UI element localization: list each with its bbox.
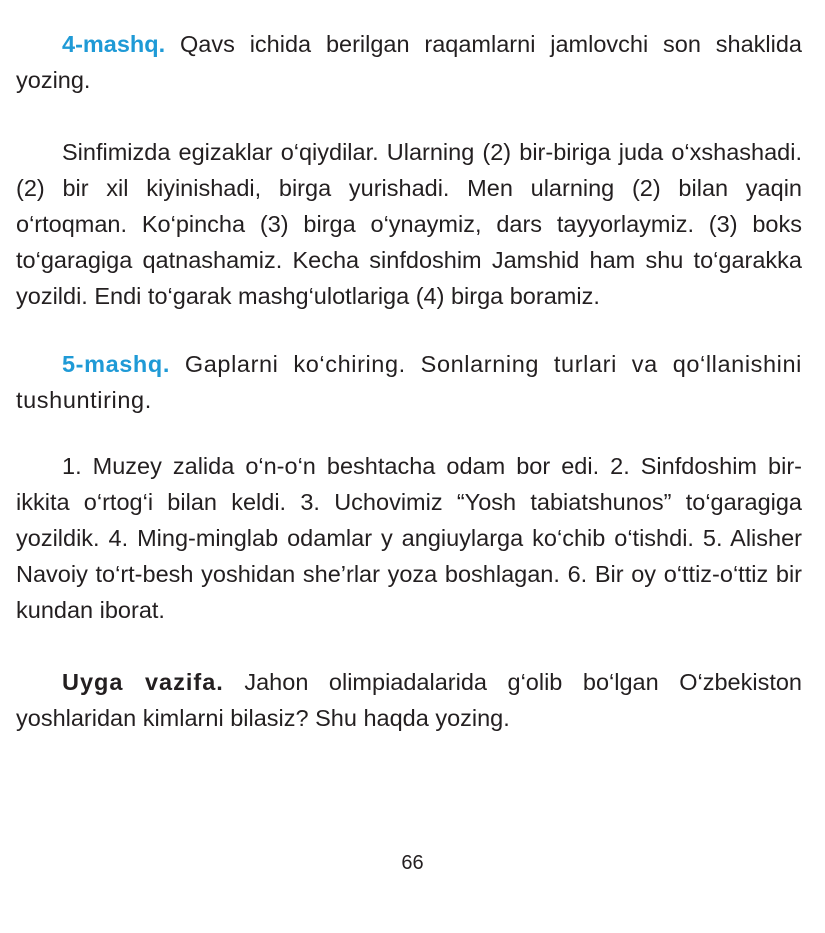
page-number: 66 [401, 852, 424, 874]
exercise-5-text: 1. Muzey zalida o‘n-o‘n beshtacha odam bor edi. 2. Sinfdoshim bir-ikkita o‘rtog‘i bilan keldi. 3. Uchovimiz “Yosh tabiatshunos” to‘garagiga yozildik. 4. Ming-minglab odamlar y angiuylarga ko‘chib o‘tishdi. 5. Alisher Navoiy to‘rt-besh yoshidan she’rlar yoza boshlagan. 6. Bir oy o‘ttiz-o‘ttiz bir kundan iborat. [16, 453, 802, 623]
exercise-5-instruction: Gaplarni ko‘chiring. Sonlarning turlari va qo‘llanishini tushuntiring. [16, 351, 802, 413]
exercise-4-heading [16, 26, 802, 98]
exercise-4-label: 4-mashq. [62, 31, 166, 57]
exercise-4-text: Sinfimizda egizaklar o‘qiydilar. Ularning (2) bir-biriga juda o‘xshashadi. (2) bir xil kiyinishadi, birga yurishadi. Men ularning (2) bilan yaqin o‘rtoqman. Ko‘pincha (3) birga o‘ynaymiz, dars tayyorlaymiz. (3) boks to‘garagiga qatnashamiz. Kecha sinfdoshim Jamshid ham shu to‘garakka yozildi. Endi to‘garak mashg‘ulotlariga (4) birga boramiz. [16, 139, 802, 309]
homework-label: Uyga vazifa. [62, 669, 224, 695]
exercise-4-instruction: Qavs ichida berilgan raqamlarni jamlovchi son shaklida yozing. [16, 31, 802, 93]
homework-text: Jahon olimpiadalarida g‘olib bo‘lgan O‘zbekiston yoshlaridan kimlarni bilasiz? Shu haqda yozing. [16, 669, 802, 731]
homework-paragraph [16, 664, 802, 736]
textbook-page [16, 26, 802, 736]
exercise-5-heading [16, 346, 802, 418]
exercise-5-label: 5-mashq. [62, 351, 170, 377]
